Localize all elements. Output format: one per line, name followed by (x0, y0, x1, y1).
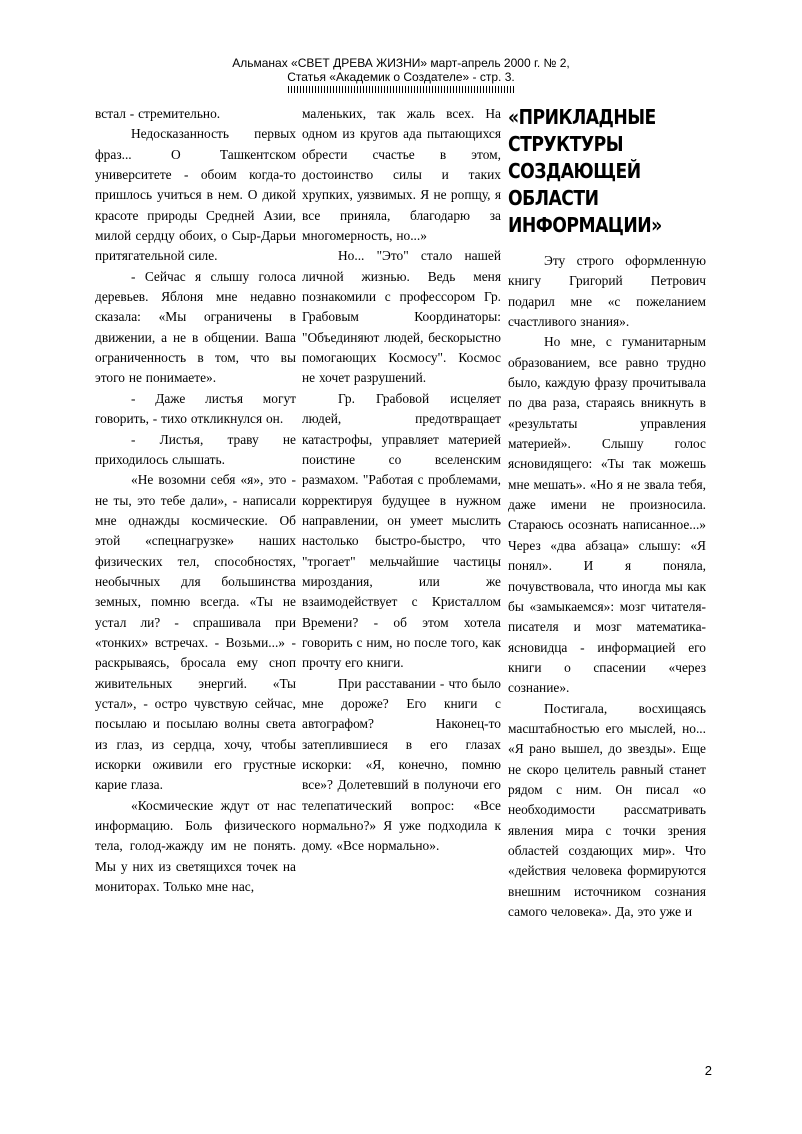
title-line: ОБЛАСТИ (508, 186, 599, 210)
text-column-3 (508, 251, 706, 922)
title-line: «ПРИКЛАДНЫЕ (508, 105, 656, 129)
title-line: СТРУКТУРЫ (508, 132, 624, 156)
page-number: 2 (704, 1063, 712, 1078)
title-line: ИНФОРМАЦИИ» (508, 213, 662, 237)
paragraph: маленьких, так жаль всех. На одном из кругов ада пытающихся обрести счастье в этом, достоинство силы и таких хрупких, уязвимых. Я не ропщу, я все приняла, благодарю за многомерность, но...» (302, 106, 501, 244)
paragraph: Постигала, восхищаясь масштабностью его мыслей, но... «Я рано вышел, до звезды». Еще не скоро целитель равный станет рядом с ним. Он писал «о необходимости рассматривать явления мира с точки зрения областей создающих мир». Что «действия человека формируются внешним источником сознания самого человека». Да, это уже и (508, 700, 706, 919)
paragraph: Эту строго оформленную книгу Григорий Петрович подарил мне «с пожеланием счастливого знания». (508, 253, 706, 330)
paragraph: Гр. Грабовой исцеляет людей, предотвращает катастрофы, управляет материей поистине со вселенским размахом. "Работая с проблемами, корректируя будущее в нужном направлении, он умеет мыслить настолько быстро-быстро, что "трогает" мельчайшие частицы мироздания, или же взаимодействует с Кристаллом Времени? - об этом хотела говорить с ним, но после того, как прочту его книги. (302, 390, 501, 671)
paragraph: - Сейчас я слышу голоса деревьев. Яблоня мне недавно сказала: «Мы ограничены в движении, а не в общении. Ваша ограниченность в том, что вы этого не понимаете». (95, 268, 296, 386)
text-column-1 (95, 104, 296, 897)
text-column-2 (302, 104, 501, 857)
paragraph: Недосказанность первых фраз... О Ташкентском университете - обоим когда-то пришлось учиться в нем. О дикой красоте природы Средней Азии, милой сердцу обоих, о Сыр-Дарьи притягательной силе. (95, 126, 296, 264)
paragraph: Но мне, с гуманитарным образованием, все равно трудно было, каждую фразу прочитывала по два раза, стараясь вникнуть в «результаты управления материей». Слышу голос ясновидящего: «Ты так можешь мне мешать». «Но я не звала тебя, даже имени не произносила. Стараюсь осознать написанное...» Через «два абзаца» слышу: «Я понял». И я поняла, почувствовала, что иногда мы как бы «замыкаемся»: мозг читателя-писателя и мозг математика-ясновидца - информацией его книги о спасении «через сознание». (508, 334, 706, 696)
header-hatched-rule (288, 86, 514, 93)
paragraph: «Не возомни себя «я», это - не ты, это тебе дали», - написали мне однажды космические. Об этой «спецнагрузке» наших физических тел, способностях, необычных для большинства земных, помню всегда. «Ты не устал ли? - спрашивала при «тонких» встречах. - Возьми...» - раскрываясь, бросала ему сноп живительных энергий. «Ты устал», - остро чувствую сейчас, посылаю и посылаю волны света из глаз, из сердца, хочу, чтобы искорки оживили его грустные карие глаза. (95, 472, 296, 793)
title-line: СОЗДАЮЩЕЙ (508, 159, 641, 183)
article-title (508, 104, 680, 239)
paragraph: Но... "Это" стало нашей личной жизнью. Ведь меня познакомили с профессором Гр. Грабовым Координаторы: "Объединяют людей, бескорыстно помогающих Космосу". Космос не хочет разрушений. (302, 248, 501, 386)
paragraph: - Листья, траву не приходилось слышать. (95, 431, 296, 467)
paragraph: - Даже листья могут говорить, - тихо откликнулся он. (95, 390, 296, 427)
paragraph: встал - стремительно. (95, 106, 221, 121)
paragraph: «Космические ждут от нас информацию. Боль физического тела, голод-жажду им не понять. Мы у них из светящихся точек на мониторах. Только мне нас, (95, 797, 296, 895)
paragraph: При расставании - что было мне дороже? Его книги с автографом? Наконец-то затеплившиеся в его глазах искорки: «Я, конечно, помню все»? Долетевший в полуночи его телепатический вопрос: «Все нормально?» Я уже подходила к дому. «Все нормально». (302, 675, 501, 854)
running-header-line-2: Статья «Академик о Создателе» - стр. 3. (287, 70, 515, 84)
running-header-line-1: Альманах «СВЕТ ДРЕВА ЖИЗНИ» март-апрель 2000 г. № 2, (232, 56, 570, 70)
